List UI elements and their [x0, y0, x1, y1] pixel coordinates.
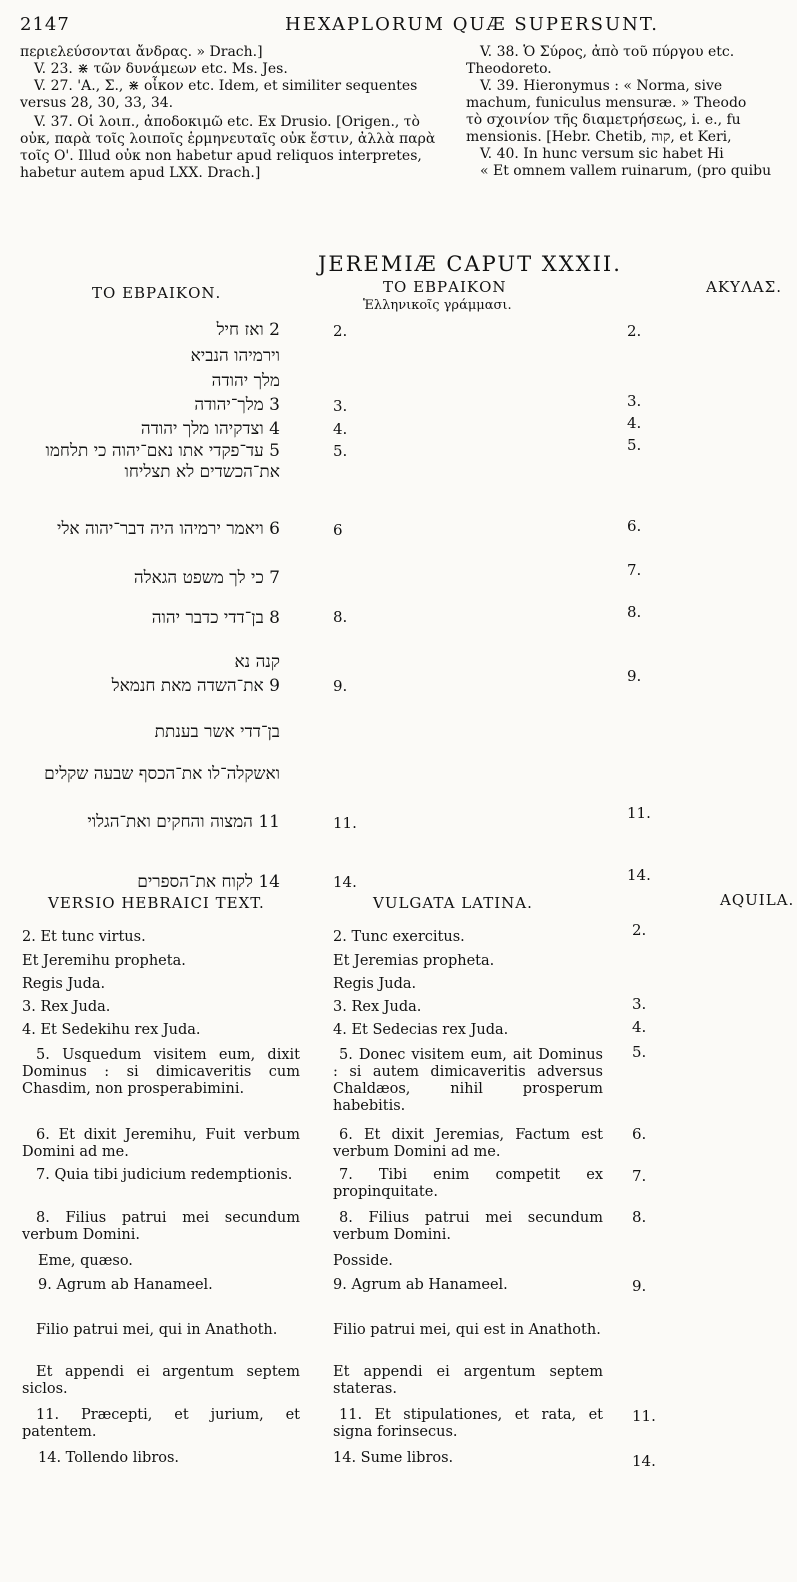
- vulgata-line: Et Jeremias propheta.: [333, 953, 495, 969]
- vulgata-line: 3. Rex Juda.: [333, 999, 422, 1015]
- note-line: Theodoreto.: [466, 61, 552, 77]
- column-heading-aquila-latin: AQUILA.: [720, 891, 795, 909]
- running-title: HEXAPLORUM QUÆ SUPERSUNT.: [285, 14, 660, 35]
- aquila-latin-verse-number: 3.: [632, 995, 647, 1013]
- versio-hebraici-line: 14. Tollendo libros.: [38, 1450, 180, 1466]
- aquila-verse-number: 2.: [627, 322, 642, 340]
- hebrew-line: בן־דדי אשר בענתת: [154, 722, 280, 742]
- note-line: V. 27. 'A., Σ., ⋇ οἶκον etc. Idem, et similiter sequentes versus 28, 30, 33, 34.: [20, 78, 418, 111]
- note-line: τὸ σχοινίον τῆς διαμετρήσεως, i. e., fu: [466, 112, 741, 128]
- aquila-latin-verse-number: 8.: [632, 1208, 647, 1226]
- aquila-verse-number: 6.: [627, 517, 642, 535]
- vulgata-line: 5. Donec visitem eum, ait Dominus : si autem dimicaveritis adversus Chaldæos, nihil prosperum habebitis.: [333, 1047, 603, 1114]
- versio-hebraici-line: 9. Agrum ab Hanameel.: [38, 1277, 213, 1293]
- column-heading-vulgata: VULGATA LATINA.: [373, 894, 533, 912]
- aquila-verse-number: 14.: [627, 866, 651, 884]
- hebrew-line: 11 המצוה והחקים ואת־הגלוי: [87, 812, 280, 832]
- note-line: V. 38. Ὁ Σύρος, ἀπὸ τοῦ πύργου etc.: [480, 44, 735, 60]
- hebrew-line: 14 לקוח את־הספרים: [137, 872, 280, 892]
- hebrew-line: 8 בן־דדי כדבר יהוה: [151, 608, 280, 628]
- versio-hebraici-line: 4. Et Sedekihu rex Juda.: [22, 1022, 201, 1038]
- vulgata-line: 6. Et dixit Jeremias, Factum est verbum Domini ad me.: [333, 1127, 603, 1160]
- greek-verse-number: 9.: [333, 677, 348, 695]
- note-line: V. 23. ⋇ τῶν δυνάμεων etc. Ms. Jes.: [34, 61, 288, 77]
- hebrew-line: 6 ויאמר ירמיהו היה דבר־יהוה אלי: [57, 519, 280, 539]
- note-line: V. 40. In hunc versum sic habet Hi: [480, 146, 724, 162]
- versio-hebraici-line: 6. Et dixit Jeremihu, Fuit verbum Domini ad me.: [22, 1127, 300, 1160]
- page-number: 2147: [20, 14, 70, 35]
- aquila-latin-verse-number: 6.: [632, 1125, 647, 1143]
- column-heading-hebrew: ΤΟ ΕΒΡΑΙΚΟΝ.: [92, 284, 222, 302]
- greek-verse-number: 11.: [333, 814, 357, 832]
- versio-hebraici-line: 8. Filius patrui mei secundum verbum Domini.: [22, 1210, 300, 1243]
- note-line: V. 37. Οἱ λοιπ., ἀποδοκιμῶ etc. Ex Drusio. [Origen., τὸ οὐκ, παρὰ τοῖς λοιποῖς ἑρμηνευταῖς οὐκ ἔστιν, ἀλλὰ παρὰ τοῖς Ο'. Illud οὐκ non habetur apud reliquos interpretes, habetur autem apud LXX. Drach.]: [20, 114, 436, 181]
- versio-hebraici-line: 11. Præcepti, et jurium, et patentem.: [22, 1407, 300, 1440]
- chapter-title: JEREMIÆ CAPUT XXXII.: [318, 252, 622, 276]
- vulgata-line: 8. Filius patrui mei secundum verbum Domini.: [333, 1210, 603, 1243]
- versio-hebraici-line: 2. Et tunc virtus.: [22, 929, 146, 945]
- note-line: « Et omnem vallem ruinarum, (pro quibu: [480, 163, 772, 179]
- versio-hebraici-line: Et appendi ei argentum septem siclos.: [22, 1364, 300, 1397]
- column-heading-greek-letters: ΤΟ ΕΒΡΑΙΚΟΝ: [383, 278, 507, 296]
- vulgata-line: 7. Tibi enim competit ex propinquitate.: [333, 1167, 603, 1200]
- aquila-verse-number: 11.: [627, 804, 651, 822]
- notes-right: [466, 44, 797, 180]
- versio-hebraici-line: 5. Usquedum visitem eum, dixit Dominus : si dimicaveritis cum Chasdim, non prosperabimini.: [22, 1047, 300, 1097]
- aquila-verse-number: 4.: [627, 414, 642, 432]
- aquila-latin-verse-number: 2.: [632, 921, 647, 939]
- hebrew-line: ואשקלה־לו את־הכסף שבעה שקלים: [44, 764, 280, 784]
- greek-verse-number: 6: [333, 521, 343, 539]
- vulgata-line: 2. Tunc exercitus.: [333, 929, 465, 945]
- aquila-verse-number: 8.: [627, 603, 642, 621]
- hebrew-line: 3 מלך־יהודה: [194, 395, 280, 415]
- aquila-latin-verse-number: 11.: [632, 1407, 656, 1425]
- aquila-latin-verse-number: 9.: [632, 1277, 647, 1295]
- versio-hebraici-line: 3. Rex Juda.: [22, 999, 111, 1015]
- aquila-verse-number: 7.: [627, 561, 642, 579]
- greek-verse-number: 14.: [333, 873, 357, 891]
- versio-hebraici-line: Et Jeremihu propheta.: [22, 953, 186, 969]
- vulgata-line: 14. Sume libros.: [333, 1450, 454, 1466]
- aquila-latin-verse-number: 7.: [632, 1167, 647, 1185]
- versio-hebraici-line: Filio patrui mei, qui in Anathoth.: [36, 1322, 278, 1338]
- hebrew-line: מלך יהודה: [211, 371, 280, 391]
- greek-verse-number: 3.: [333, 397, 348, 415]
- hebrew-line: 2 ואז חיל: [216, 320, 280, 340]
- greek-verse-number: 4.: [333, 420, 348, 438]
- aquila-latin-verse-number: 14.: [632, 1452, 656, 1470]
- versio-hebraici-line: Eme, quæso.: [38, 1253, 133, 1269]
- vulgata-line: Et appendi ei argentum septem stateras.: [333, 1364, 603, 1397]
- greek-verse-number: 8.: [333, 608, 348, 626]
- hebrew-line: קנה נא: [234, 652, 280, 672]
- versio-hebraici-line: 7. Quia tibi judicium redemptionis.: [36, 1167, 293, 1183]
- note-line: V. 39. Hieronymus : « Norma, sive: [480, 78, 723, 94]
- note-line: machum, funiculus mensuræ. » Theodo: [466, 95, 747, 111]
- aquila-verse-number: 5.: [627, 436, 642, 454]
- vulgata-line: 4. Et Sedecias rex Juda.: [333, 1022, 509, 1038]
- column-subheading-greek-letters: Ἑλληνικοῖς γράμμασι.: [363, 298, 512, 313]
- hebrew-line: וירמיהו הנביא: [190, 346, 280, 366]
- vulgata-line: Regis Juda.: [333, 976, 417, 992]
- column-heading-versio-hebraici: VERSIO HEBRAICI TEXT.: [48, 894, 265, 912]
- notes-left: [20, 44, 450, 182]
- hebrew-line: 4 וצדקיהו מלך יהודה: [140, 419, 280, 439]
- greek-verse-number: 2.: [333, 322, 348, 340]
- hebrew-line: 5 עד־פקדי אתו נאם־יהוה כי תלחמו את־הכשדים לא תצליחו: [45, 441, 280, 482]
- aquila-verse-number: 9.: [627, 667, 642, 685]
- greek-verse-number: 5.: [333, 442, 348, 460]
- note-line: περιελεύσονται ἄνδρας. » Drach.]: [20, 44, 263, 60]
- vulgata-line: Posside.: [333, 1253, 393, 1269]
- aquila-verse-number: 3.: [627, 392, 642, 410]
- hebrew-line: 7 כי לך משפט הגאלה: [133, 568, 280, 588]
- vulgata-line: 9. Agrum ab Hanameel.: [333, 1277, 508, 1293]
- vulgata-line: 11. Et stipulationes, et rata, et signa forinsecus.: [333, 1407, 603, 1440]
- aquila-latin-verse-number: 5.: [632, 1043, 647, 1061]
- column-heading-aquila-greek: ΑΚΥΛΑΣ.: [706, 278, 782, 296]
- aquila-latin-verse-number: 4.: [632, 1018, 647, 1036]
- versio-hebraici-line: Regis Juda.: [22, 976, 106, 992]
- note-line: mensionis. [Hebr. Chetib, קוה, et Keri,: [466, 129, 732, 145]
- hebrew-line: 9 את־השדה מאת חנמאל: [111, 676, 280, 696]
- vulgata-line: Filio patrui mei, qui est in Anathoth.: [333, 1322, 601, 1338]
